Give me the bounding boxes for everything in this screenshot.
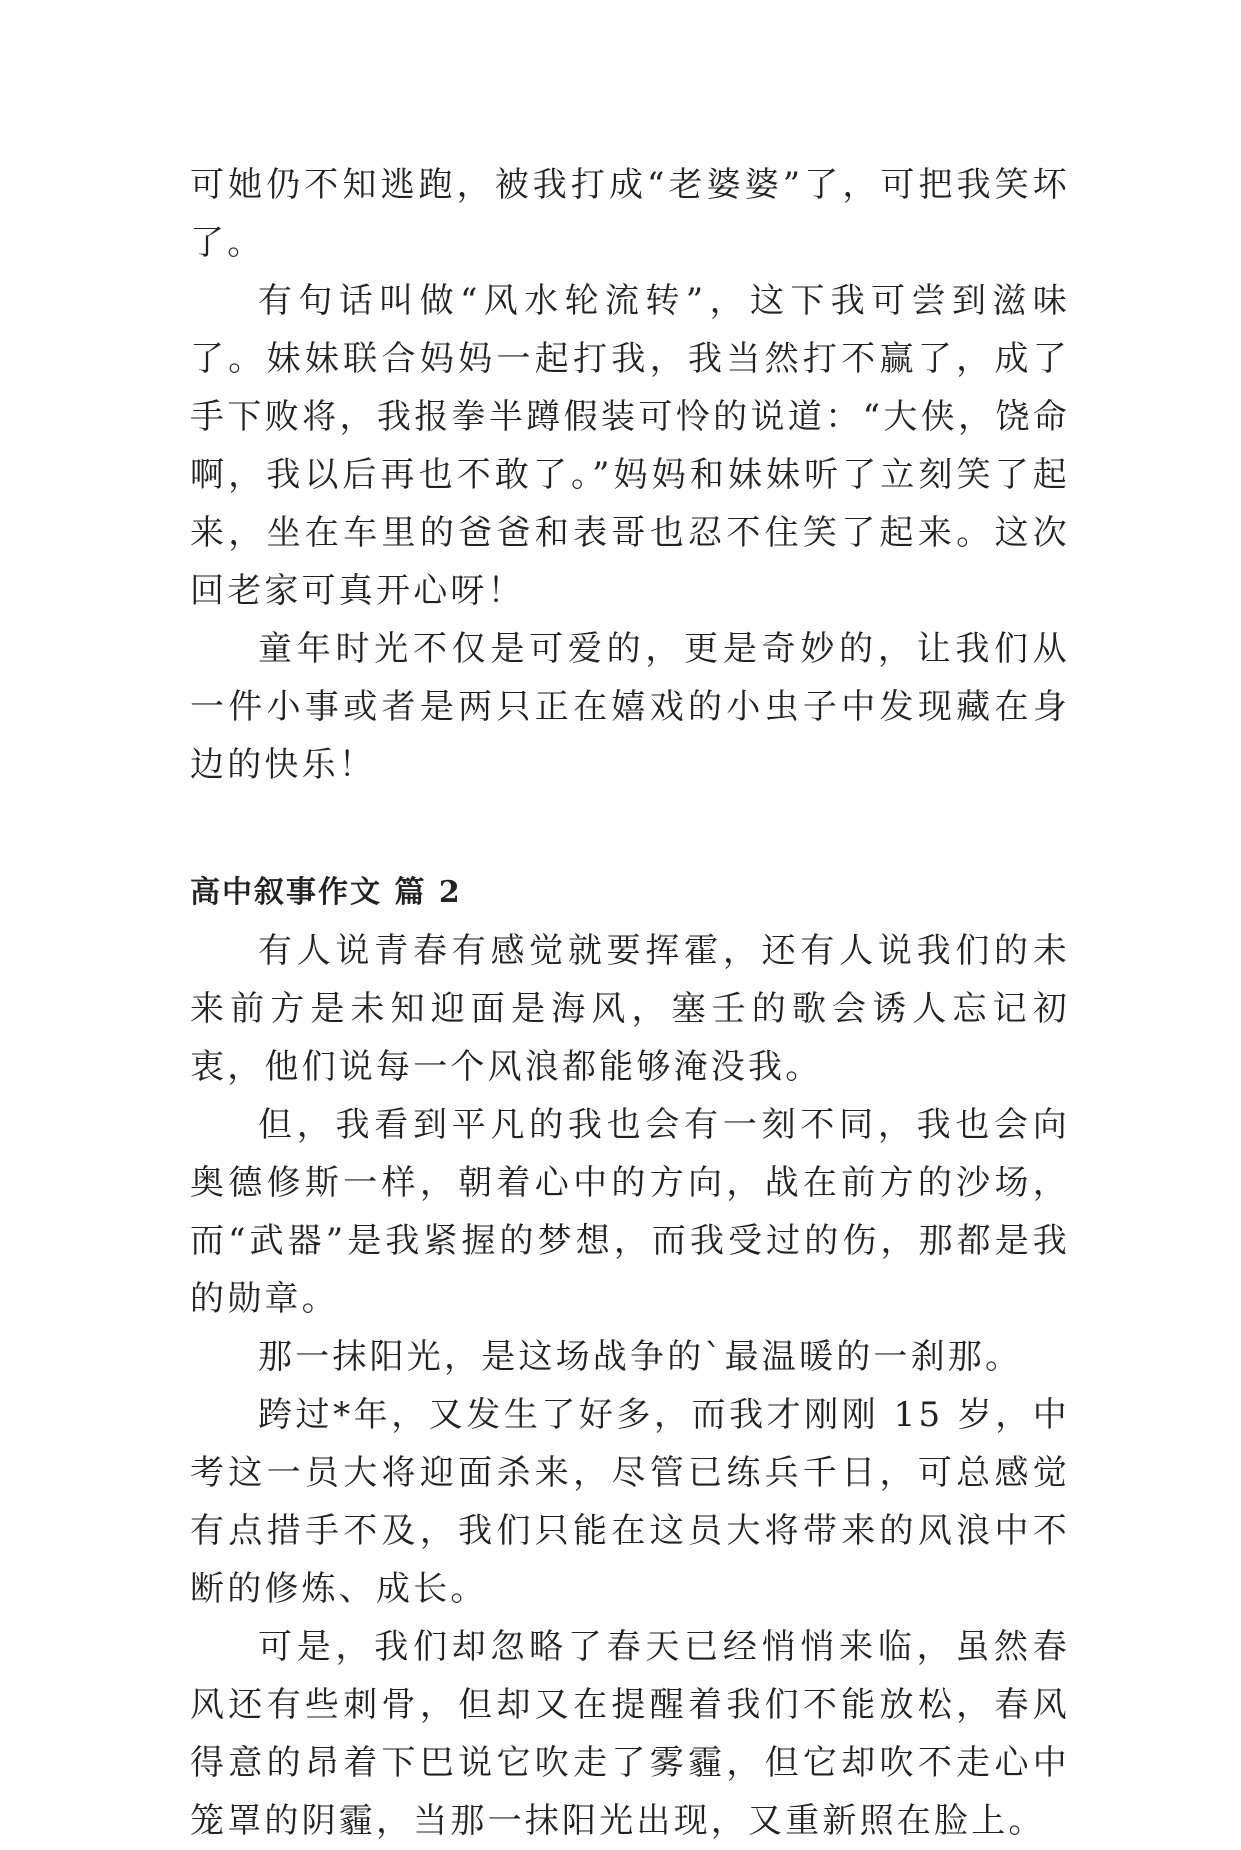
- document-body: [190, 156, 1070, 1850]
- paragraph: 有人说青春有感觉就要挥霍，还有人说我们的未来前方是未知迎面是海风，塞壬的歌会诱人忘记初衷，他们说每一个风浪都能够淹没我。: [190, 931, 1070, 1087]
- section-title: 高中叙事作文 篇 2: [190, 875, 462, 910]
- paragraph: 跨过*年，又发生了好多，而我才刚刚 15 岁，中考这一员大将迎面杀来，尽管已练兵千日，可总感觉有点措手不及，我们只能在这员大将带来的风浪中不断的修炼、成长。: [190, 1395, 1070, 1609]
- paragraph: 有句话叫做“风水轮流转”，这下我可尝到滋味了。妹妹联合妈妈一起打我，我当然打不赢了，成了手下败将，我报拳半蹲假装可怜的说道：“大侠，饶命啊，我以后再也不敢了。”妈妈和妹妹听了立刻笑了起来，坐在车里的爸爸和表哥也忍不住笑了起来。这次回老家可真开心呀！: [190, 281, 1070, 611]
- paragraph-continuation: 可她仍不知逃跑，被我打成“老婆婆”了，可把我笑坏了。: [190, 165, 1070, 263]
- paragraph: 童年时光不仅是可爱的，更是奇妙的，让我们从一件小事或者是两只正在嬉戏的小虫子中发现藏在身边的快乐！: [190, 629, 1070, 785]
- paragraph: 那一抹阳光，是这场战争的`最温暖的一刹那。: [258, 1337, 1023, 1377]
- paragraph: 但，我看到平凡的我也会有一刻不同，我也会向奥德修斯一样，朝着心中的方向，战在前方的沙场，而“武器”是我紧握的梦想，而我受过的伤，那都是我的勋章。: [190, 1105, 1070, 1319]
- paragraph: 可是，我们却忽略了春天已经悄悄来临，虽然春风还有些刺骨，但却又在提醒着我们不能放松，春风得意的昂着下巴说它吹走了雾霾，但它却吹不走心中笼罩的阴霾，当那一抹阳光出现，又重新照在脸上。: [190, 1627, 1070, 1841]
